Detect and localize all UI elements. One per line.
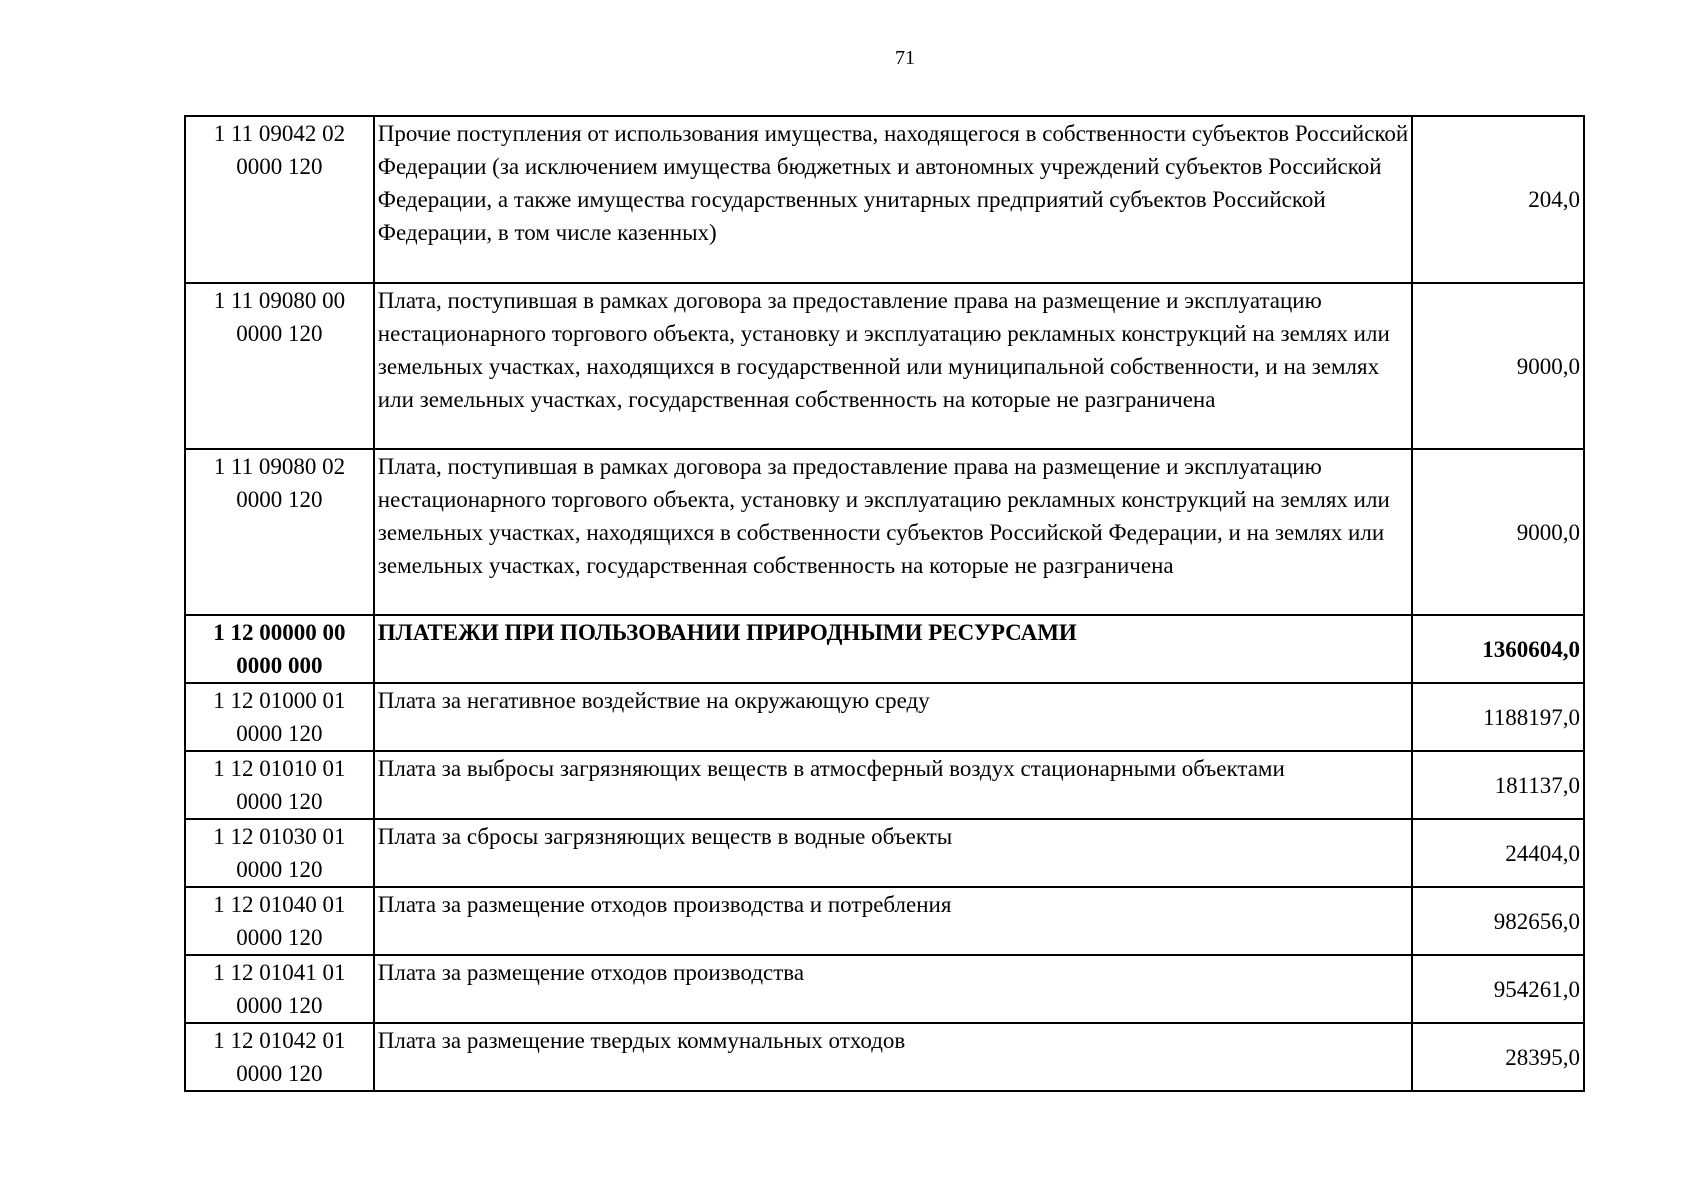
description-cell: Плата за размещение отходов производства	[374, 955, 1412, 1023]
budget-code-line: 1 12 00000 00	[213, 620, 346, 645]
budget-table	[184, 115, 1585, 1092]
table-row	[185, 283, 1584, 449]
table-row	[185, 449, 1584, 615]
description-cell: Плата за размещение отходов производства и потребления	[374, 887, 1412, 955]
description-cell: Плата, поступившая в рамках договора за предоставление права на размещение и эксплуатацию нестационарного торгового объекта, установку и эксплуатацию рекламных конструкций на землях или земельных участках, находящихся в государственной или муниципальной собственности, и на землях или земельных участках, государственная собственность на которые не разграничена	[374, 283, 1412, 449]
budget-code-line: 1 11 09080 02	[213, 454, 346, 479]
budget-code-cell	[185, 683, 374, 751]
budget-code-line: 0000 000	[236, 653, 323, 678]
amount-cell: 181137,0	[1412, 751, 1584, 819]
budget-code-line: 0000 120	[236, 321, 323, 346]
table-body	[185, 116, 1584, 1091]
table-row	[185, 615, 1584, 683]
budget-code-line: 0000 120	[236, 857, 323, 882]
table-row	[185, 116, 1584, 283]
budget-code-line: 1 12 01042 01	[213, 1028, 346, 1053]
budget-code-cell	[185, 449, 374, 615]
page-number: 71	[895, 47, 915, 69]
budget-code-cell	[185, 819, 374, 887]
amount-cell: 28395,0	[1412, 1023, 1584, 1091]
budget-code-line: 0000 120	[236, 993, 323, 1018]
budget-code-line: 0000 120	[236, 721, 323, 746]
amount-cell: 1360604,0	[1412, 615, 1584, 683]
budget-code-cell	[185, 955, 374, 1023]
table-row	[185, 955, 1584, 1023]
budget-code-line: 1 11 09042 02	[213, 121, 346, 146]
budget-code-line: 1 12 01040 01	[213, 892, 346, 917]
description-cell: Плата за негативное воздействие на окружающую среду	[374, 683, 1412, 751]
table-row	[185, 1023, 1584, 1091]
budget-code-cell	[185, 283, 374, 449]
budget-code-line: 1 12 01010 01	[213, 756, 346, 781]
table-row	[185, 751, 1584, 819]
budget-code-line: 0000 120	[236, 1061, 323, 1086]
budget-code-line: 0000 120	[236, 789, 323, 814]
budget-code-cell	[185, 751, 374, 819]
amount-cell: 204,0	[1412, 116, 1584, 283]
amount-cell: 982656,0	[1412, 887, 1584, 955]
budget-code-cell	[185, 887, 374, 955]
description-cell: Плата за размещение твердых коммунальных отходов	[374, 1023, 1412, 1091]
budget-code-line: 0000 120	[236, 154, 323, 179]
budget-code-cell	[185, 1023, 374, 1091]
budget-code-line: 1 12 01000 01	[213, 688, 346, 713]
amount-cell: 9000,0	[1412, 283, 1584, 449]
description-cell: Прочие поступления от использования имущества, находящегося в собственности субъектов Российской Федерации (за исключением имущества бюджетных и автономных учреждений субъектов Российской Федерации, а также имущества государственных унитарных предприятий субъектов Российской Федерации, в том числе казенных)	[374, 116, 1412, 283]
budget-code-line: 0000 120	[236, 925, 323, 950]
budget-code-line: 0000 120	[236, 487, 323, 512]
budget-code-line: 1 12 01041 01	[213, 960, 346, 985]
description-cell: Плата, поступившая в рамках договора за предоставление права на размещение и эксплуатацию нестационарного торгового объекта, установку и эксплуатацию рекламных конструкций на землях или земельных участках, находящихся в собственности субъектов Российской Федерации, и на землях или земельных участках, государственная собственность на которые не разграничена	[374, 449, 1412, 615]
budget-code-line: 1 12 01030 01	[213, 824, 346, 849]
description-cell: Плата за сбросы загрязняющих веществ в водные объекты	[374, 819, 1412, 887]
table-row	[185, 819, 1584, 887]
amount-cell: 9000,0	[1412, 449, 1584, 615]
table-row	[185, 683, 1584, 751]
table-row	[185, 887, 1584, 955]
budget-code-cell	[185, 615, 374, 683]
budget-code-line: 1 11 09080 00	[213, 288, 346, 313]
amount-cell: 24404,0	[1412, 819, 1584, 887]
amount-cell: 1188197,0	[1412, 683, 1584, 751]
amount-cell: 954261,0	[1412, 955, 1584, 1023]
description-cell: ПЛАТЕЖИ ПРИ ПОЛЬЗОВАНИИ ПРИРОДНЫМИ РЕСУРСАМИ	[374, 615, 1412, 683]
description-cell: Плата за выбросы загрязняющих веществ в атмосферный воздух стационарными объектами	[374, 751, 1412, 819]
budget-code-cell	[185, 116, 374, 283]
